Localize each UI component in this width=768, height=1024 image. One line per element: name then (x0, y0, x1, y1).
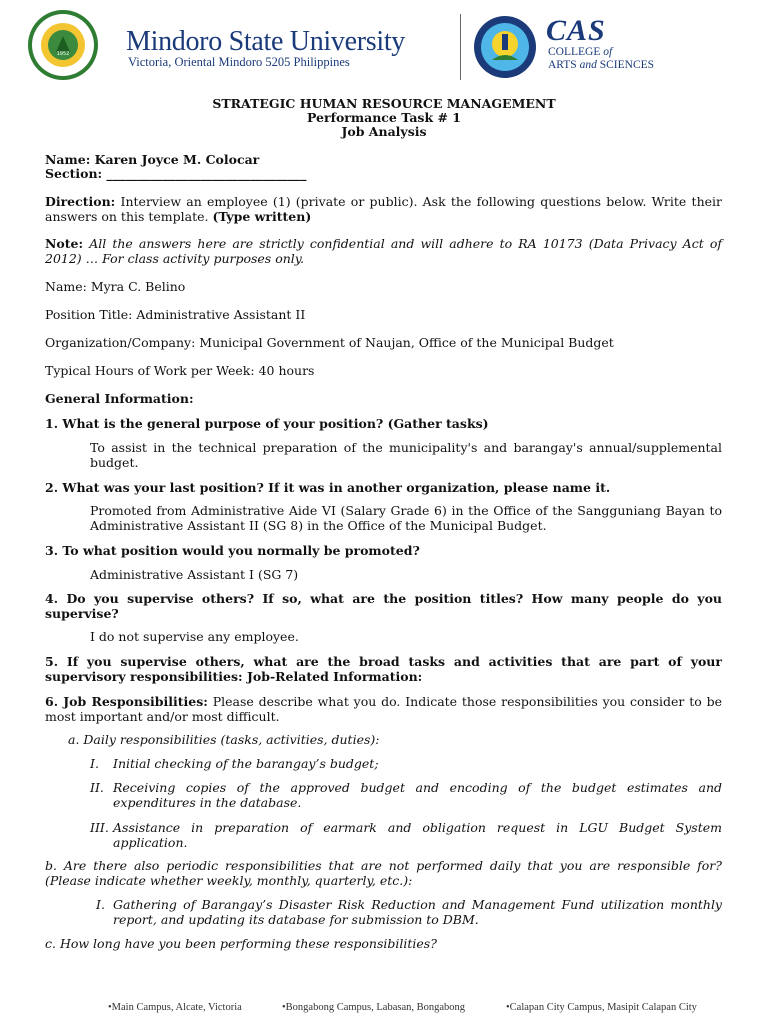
question-6: 6. Job Responsibilities: Please describe what you do. Indicate those responsibilities you consider to be most important and/or most difficult. (45, 694, 722, 724)
svg-text:1952: 1952 (56, 51, 70, 57)
daily-item-2: Receiving copies of the approved budget and encoding of the budget estimates and expenditures in the database. (113, 780, 722, 810)
daily-item-3: Assistance in preparation of earmark and obligation request in LGU Budget System application. (113, 820, 722, 850)
title-line1: STRATEGIC HUMAN RESOURCE MANAGEMENT (212, 96, 556, 111)
periodic-item-1: Gathering of Barangay’s Disaster Risk Reduction and Management Fund utilization monthly report, and updating its database for submission to DBM. (113, 897, 722, 927)
answer-2: Promoted from Administrative Aide VI (Salary Grade 6) in the Office of the Sangguniang Bayan to Administrative Assistant II (SG 8) in the Office of the Municipal Budget. (90, 503, 722, 533)
university-seal-logo (12, 8, 114, 82)
student-name: Name: Karen Joyce M. Colocar (45, 152, 260, 167)
daily-item-1: Initial checking of the barangay’s budget; (113, 756, 379, 771)
employee-organization: Organization/Company: Municipal Government of Naujan, Office of the Municipal Budget (45, 335, 614, 350)
question-5: 5. If you supervise others, what are the broad tasks and activities that are part of your supervisory responsibilities: Job-Related Information: (45, 654, 722, 684)
employee-hours: Typical Hours of Work per Week: 40 hours (45, 363, 315, 378)
footer-campus-bongabong: •Bongabong Campus, Labasan, Bongabong (282, 1002, 466, 1013)
employee-name: Name: Myra C. Belino (45, 279, 186, 294)
question-6a: a. Daily responsibilities (tasks, activities, duties): (68, 732, 380, 747)
footer-campus-main: •Main Campus, Alcate, Victoria (108, 1002, 242, 1013)
college-name-line2: ARTS and SCIENCES (548, 59, 655, 71)
question-4: 4. Do you supervise others? If so, what are the position titles? How many people do you supervise? (45, 591, 722, 621)
title-line2: Performance Task # 1 (306, 110, 461, 125)
title-line3: Job Analysis (341, 124, 427, 139)
footer-campus-calapan: •Calapan City Campus, Masipit Calapan City (506, 1002, 697, 1013)
question-6b: b. Are there also periodic responsibilities that are not performed daily that you are responsible for? (Please indicate whether weekly, monthly, quarterly, etc.): (45, 858, 722, 888)
university-name: Mindoro State University (126, 26, 405, 57)
answer-3: Administrative Assistant I (SG 7) (90, 567, 299, 582)
answer-1: To assist in the technical preparation of the municipality's and barangay's annual/supplemental budget. (90, 440, 722, 470)
student-section: Section: ________________________________ (45, 166, 307, 181)
question-1: 1. What is the general purpose of your position? (Gather tasks) (45, 416, 489, 431)
college-name-line1: COLLEGE of (548, 46, 613, 58)
periodic-item-1-num: I. (96, 897, 105, 912)
daily-item-3-num: III. (90, 820, 109, 835)
answer-4: I do not supervise any employee. (90, 629, 299, 644)
college-mark: CAS (546, 14, 606, 47)
note-text: Note: All the answers here are strictly confidential and will adhere to RA 10173 (Data Privacy Act of 2012) … For class activity purposes only. (45, 236, 722, 266)
college-logo (472, 14, 538, 80)
general-info-heading: General Information: (45, 391, 194, 406)
daily-item-2-num: II. (90, 780, 104, 795)
question-6c: c. How long have you been performing these responsibilities? (45, 936, 437, 951)
direction-text: Direction: Interview an employee (1) (private or public). Ask the following questions below. Write their answers on this template. (Type written) (45, 194, 722, 224)
employee-position: Position Title: Administrative Assistant II (45, 307, 306, 322)
question-3: 3. To what position would you normally be promoted? (45, 543, 420, 558)
university-address: Victoria, Oriental Mindoro 5205 Philippines (128, 55, 350, 69)
question-2: 2. What was your last position? If it was in another organization, please name it. (45, 480, 611, 495)
daily-item-1-num: I. (90, 756, 99, 771)
header-divider (460, 14, 461, 80)
